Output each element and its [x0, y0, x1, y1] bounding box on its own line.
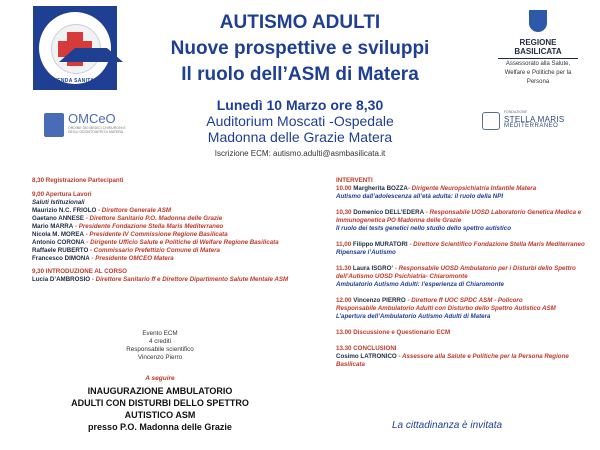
speaker-role: - Dirigente Ufficio Salute e Politiche di Welfare Regione Basilicata [86, 239, 279, 246]
opening-title: 9,00 Apertura Lavori [32, 191, 92, 198]
talk-role-2: Responsabile Ambulatorio Adulti con Disturbo dello Spettro Autistico ASM [336, 305, 556, 312]
talk-speaker: Vincenzo PIERRO [353, 297, 406, 304]
regione-line-1: Assessorato alla Salute, [505, 61, 571, 67]
interventi-title: INTERVENTI [336, 177, 373, 184]
speaker-row [32, 231, 322, 239]
inaug-line: AUTISTICO ASM [124, 410, 196, 420]
asm-logo [33, 6, 117, 90]
event-date: Lunedì 10 Marzo ore 8,30 [216, 97, 384, 113]
talk [336, 297, 586, 305]
saluti-label: Saluti Istituzionali [32, 199, 85, 206]
speaker-name: Francesco DIMONA [32, 255, 90, 262]
stella-maris-name: STELLA MARIS [504, 115, 565, 124]
right-program [336, 177, 586, 369]
asm-logo-mountain-icon [59, 48, 123, 62]
ecm-line: Vincenzo Pierro [137, 354, 183, 361]
conclusion-row [336, 353, 586, 369]
omceo-desc: ORDINE DEI MEDICI CHIRURGHI E DEGLI ODONTOIATRI DI MATERA [68, 126, 126, 134]
talk-topic: Il ruolo dei tests genetici nello studio dello spettro autistico [336, 225, 511, 232]
speaker-row [32, 247, 322, 255]
talk-topic: Ripensare l’Autismo [336, 249, 396, 256]
title-line-1: AUTISMO ADULTI [219, 12, 381, 33]
ecm-line: Evento ECM [142, 330, 178, 337]
omceo-mark-icon [44, 113, 64, 137]
asm-logo-text: AZIENDA SANITARIA LOCALE MATERA [48, 78, 104, 90]
omceo-name: OMCeO [68, 111, 116, 126]
speaker-role: - Presidente IV Commissione Regione Basilicata [85, 231, 228, 238]
ecm-line: Responsabile scientifico [126, 346, 194, 353]
inaug-line: ADULTI CON DISTURBI DELLO SPETTRO [71, 398, 249, 408]
conclusion-role: - Assessore alla Salute e Politiche per la Persona Regione Basilicata [336, 353, 569, 368]
cittadinanza-invitata: La cittadinanza è invitata [392, 420, 503, 431]
speaker-name: Antonio CORONA [32, 239, 85, 246]
speaker-role: - Commissario Prefettizio Comune di Matera [90, 247, 220, 254]
omceo-logo [44, 111, 124, 143]
conclusion-name: Cosimo LATRONICO [336, 353, 397, 360]
regione-line-2: Welfare e Politiche per la [504, 70, 572, 76]
speaker-row [32, 215, 322, 223]
talk-speaker: Laura ISGRO’ [352, 265, 394, 272]
left-program [32, 177, 322, 284]
speaker-name: Raffaele RUBERTO [32, 247, 89, 254]
speaker-row [32, 255, 322, 263]
intro-title: 9,30 INTRODUZIONE AL CORSO [32, 268, 127, 275]
talk-time: 12.00 [336, 297, 352, 304]
speaker-name: Gaetano ANNESE [32, 215, 85, 222]
speaker-row [32, 239, 322, 247]
discussion: 13.00 Discussione e Questionario ECM [336, 329, 451, 336]
title-line-3: Il ruolo dell’ASM di Matera [181, 64, 419, 85]
talk-speaker: Margherita BOZZA [353, 185, 408, 192]
registration: 8,30 Registrazione Partecipanti [32, 177, 124, 184]
speaker-name: Nicola M. MOREA [32, 231, 84, 238]
speaker-role: - Presidente OMCEO Matera [91, 255, 174, 262]
speaker-role: - Direttore Generale ASM [98, 207, 172, 214]
stella-maris-logo [482, 110, 592, 134]
regione-logo [498, 10, 578, 86]
talk-topic: Autismo dall’adolescenza all’età adulta: il ruolo della NPI [336, 193, 504, 200]
speaker-row [32, 207, 322, 215]
inaug-line: INAUGURAZIONE AMBULATORIO [87, 386, 233, 396]
inaug-line: presso P.O. Madonna delle Grazie [88, 422, 232, 432]
talk-role: - Direttore ff UOC SPDC ASM - Policoro [407, 297, 523, 304]
intro-row [32, 276, 322, 284]
ecm-registration: Iscrizione ECM: autismo.adulti@asmbasilicata.it [214, 149, 386, 158]
talk-time: 11.30 [336, 265, 352, 272]
regione-shield-icon [529, 10, 547, 32]
speaker-role: - Direttore Sanitario P.O. Madonna delle Grazie [85, 215, 223, 222]
talk [336, 185, 586, 193]
intro-name: Lucia D’AMBROSIO [32, 276, 91, 283]
talk-role: - Responsabile UOSD Laboratorio Genetica Medica e Immunogenetica PO Madonna delle Grazie [336, 209, 582, 224]
ecm-line: 4 crediti [148, 338, 172, 345]
talk [336, 265, 586, 281]
ecm-info [100, 330, 220, 362]
intro-role: - Direttore Sanitario ff e Direttore Dipartimento Salute Mentale ASM [91, 276, 289, 283]
speaker-role: - Presidente Fondazione Stella Maris Mediterraneo [74, 223, 224, 230]
talk-speaker: Filippo MURATORI [352, 241, 408, 248]
venue-line-2: Madonna delle Grazie Matera [207, 129, 393, 145]
title-line-2: Nuove prospettive e sviluppi [170, 38, 430, 59]
speaker-row [32, 223, 322, 231]
talk-role: - Responsabile UOSD Ambulatorio per i Disturbi dello Spettro dell’Autismo UOSD Psichiatria- Chiaromonte [336, 265, 576, 280]
talk-time: 11,00 [336, 241, 352, 248]
talk-role: - Dirigente Neuropsichiatria Infantile Matera [407, 185, 537, 192]
talk-time: 10.00 [336, 185, 352, 192]
talk [336, 241, 586, 249]
talk-role: - Direttore Scientifico Fondazione Stella Maris Mediterraneo [409, 241, 585, 248]
a-seguire: A seguire [145, 375, 175, 382]
stella-maris-name2: MEDITERRANEO [504, 123, 559, 129]
talk [336, 209, 586, 225]
regione-name: REGIONE BASILICATA [498, 38, 578, 59]
conclusion-title: 13.30 CONCLUSIONI [336, 345, 397, 352]
venue-line-1: Auditorium Moscati -Ospedale [206, 113, 394, 129]
stella-maris-small: FONDAZIONE [504, 110, 527, 114]
talk-time: 10,30 [336, 209, 352, 216]
inauguration-block [30, 385, 290, 433]
talk-topic: Ambulatorio Autismo Adulti: l’esperienza di Chiaromonte [336, 281, 504, 288]
regione-line-3: Persona [526, 79, 550, 85]
talk-speaker: Domenico DELL’EDERA [353, 209, 425, 216]
stella-maris-mark-icon [482, 112, 500, 130]
speaker-name: Mario MARRA [32, 223, 74, 230]
speaker-name: Maurizio N.C. FRIOLO [32, 207, 97, 214]
talk-topic: L’apertura dell’Ambulatorio Autismo Adulti di Matera [336, 313, 491, 320]
